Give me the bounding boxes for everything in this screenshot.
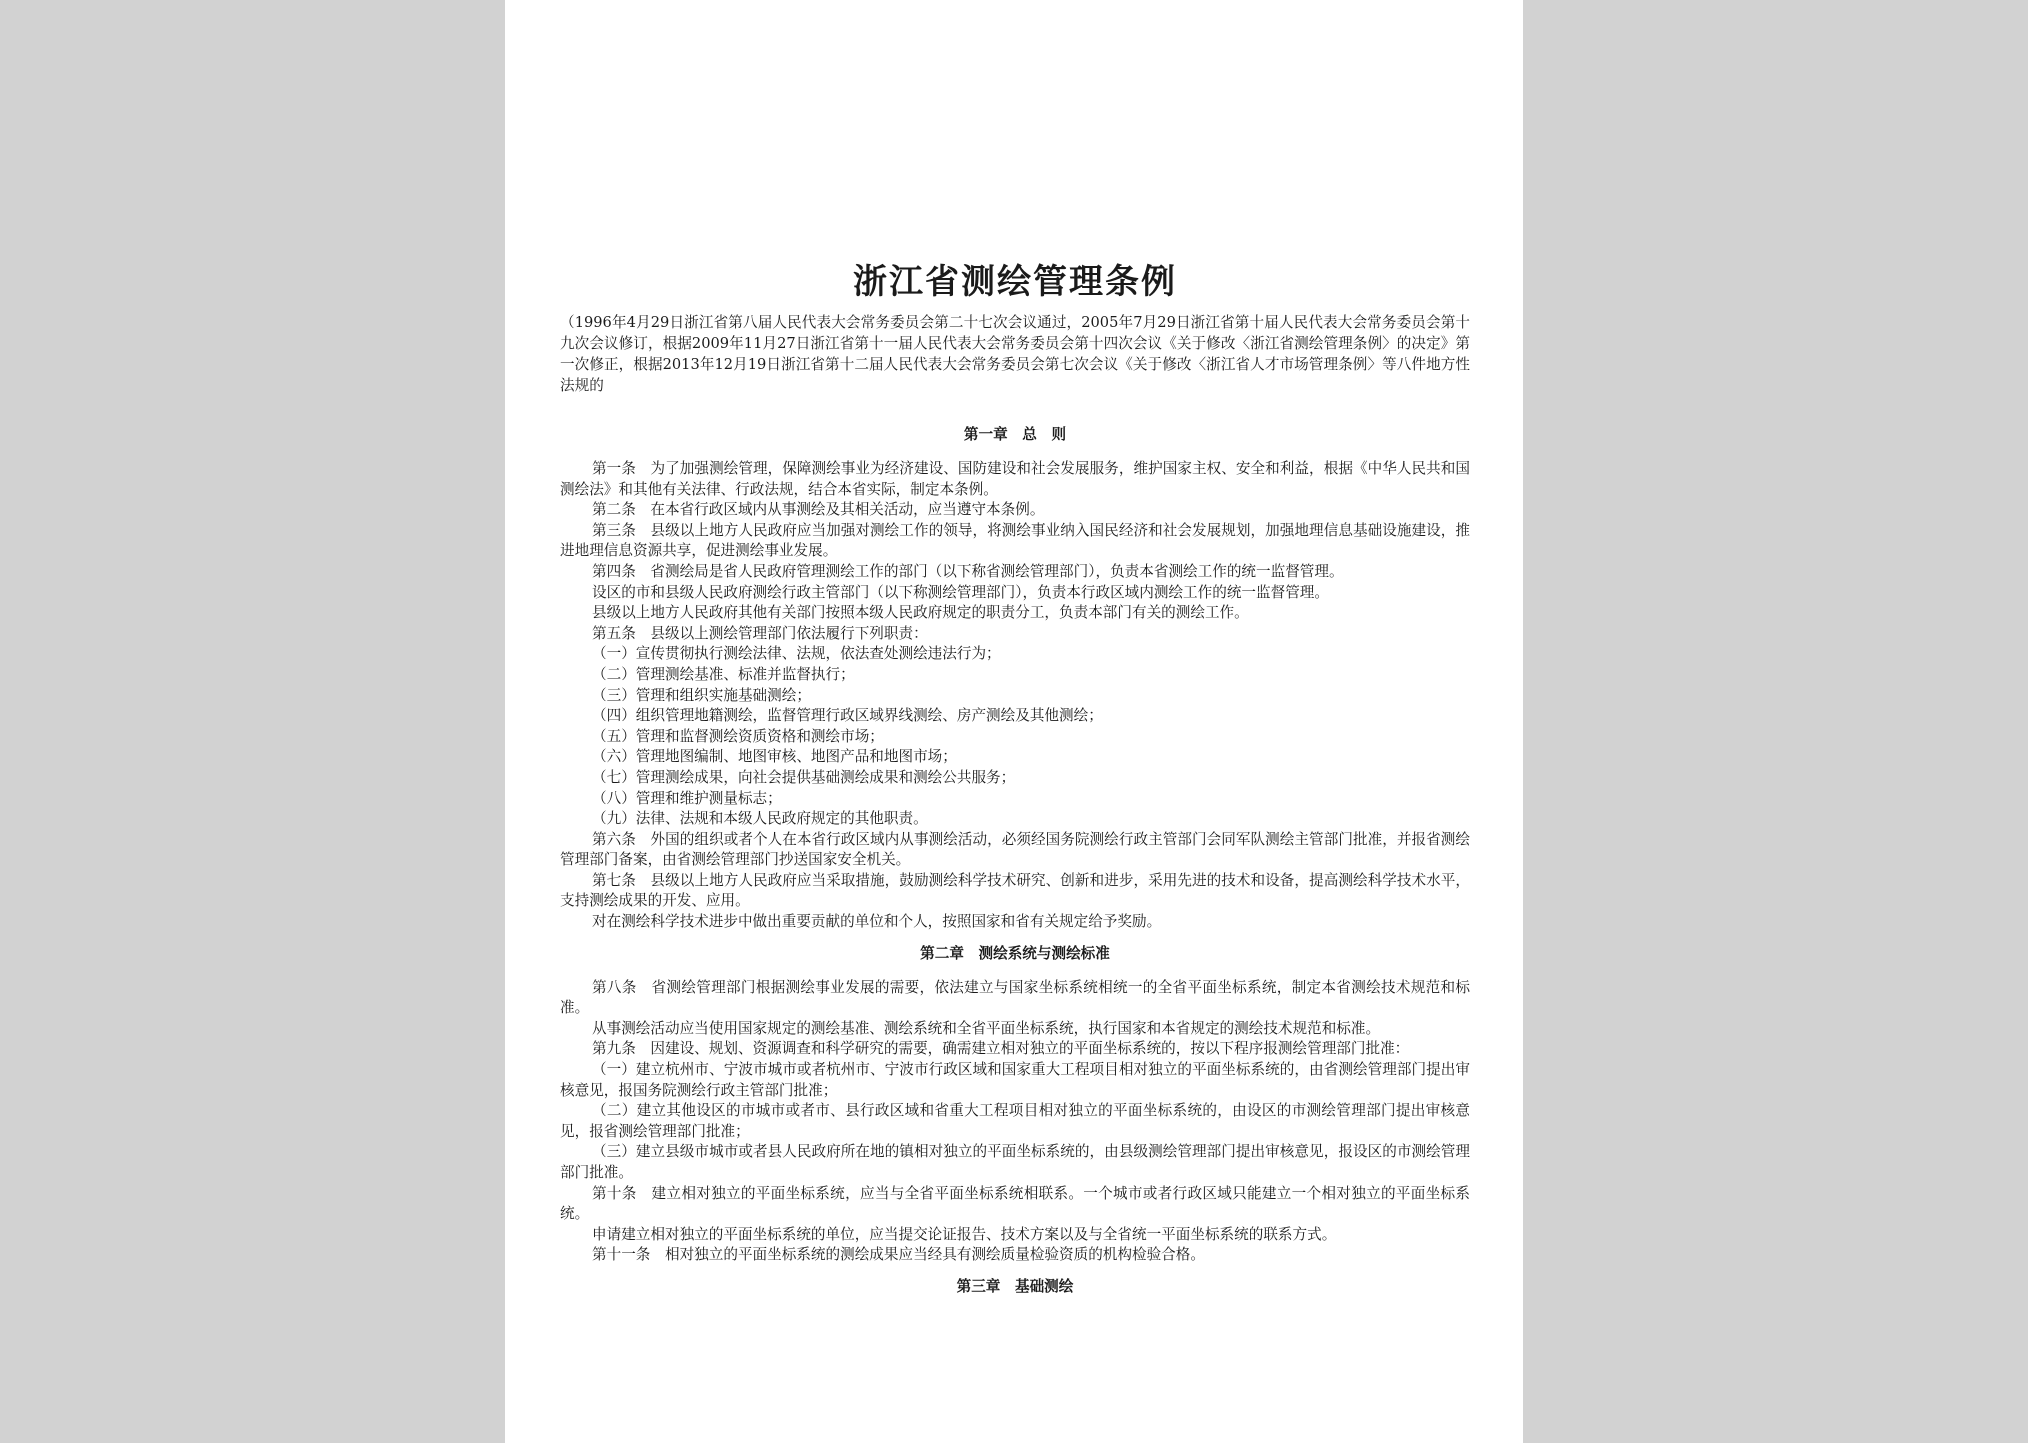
article-paragraph: （二）管理测绘基准、标准并监督执行； [592,665,855,683]
chapter-heading: 第二章 测绘系统与测绘标准 [920,944,1110,962]
article-paragraph: （九）法律、法规和本级人民政府规定的其他职责。 [592,810,928,828]
article-paragraph: 对在测绘科学技术进步中做出重要贡献的单位和个人，按照国家和省有关规定给予奖励。 [592,913,1162,931]
document-content [560,262,1470,1311]
chapter-heading: 第一章 总 则 [963,426,1067,443]
article-paragraph: 第七条 县级以上地方人民政府应当采取措施，鼓励测绘科学技术研究、创新和进步，采用先进的技术和设备，提高测绘科学技术水平，支持测绘成果的开发、应用。 [560,871,1470,910]
article-paragraph: 从事测绘活动应当使用国家规定的测绘基准、测绘系统和全省平面坐标系统，执行国家和本省规定的测绘技术规范和标准。 [592,1019,1381,1037]
article-paragraph: （七）管理测绘成果，向社会提供基础测绘成果和测绘公共服务； [592,768,1016,786]
article-paragraph: 第三条 县级以上地方人民政府应当加强对测绘工作的领导，将测绘事业纳入国民经济和社会发展规划，加强地理信息基础设施建设，推进地理信息资源共享，促进测绘事业发展。 [560,521,1470,560]
article-paragraph: （三）建立县级市城市或者县人民政府所在地的镇相对独立的平面坐标系统的，由县级测绘管理部门提出审核意见，报设区的市测绘管理部门批准。 [560,1143,1470,1181]
article-paragraph: 第五条 县级以上测绘管理部门依法履行下列职责： [592,624,928,642]
article-paragraph: 申请建立相对独立的平面坐标系统的单位，应当提交论证报告、技术方案以及与全省统一平面坐标系统的联系方式。 [592,1225,1337,1243]
article-paragraph: （一）建立杭州市、宁波市城市或者杭州市、宁波市行政区域和国家重大工程项目相对独立的平面坐标系统的，由省测绘管理部门提出审核意见，报国务院测绘行政主管部门批准； [560,1061,1470,1099]
article-paragraph: 第六条 外国的组织或者个人在本省行政区域内从事测绘活动，必须经国务院测绘行政主管部门会同军队测绘主管部门批准，并报省测绘管理部门备案，由省测绘管理部门抄送国家安全机关。 [560,830,1470,869]
article-paragraph: （五）管理和监督测绘资质资格和测绘市场； [592,727,884,745]
article-paragraph: 第九条 因建设、规划、资源调查和科学研究的需要，确需建立相对独立的平面坐标系统的，按以下程序报测绘管理部门批准： [592,1040,1410,1058]
document-title: 浙江省测绘管理条例 [853,262,1177,302]
article-paragraph: （六）管理地图编制、地图审核、地图产品和地图市场； [592,748,957,766]
article-paragraph: （三）管理和组织实施基础测绘； [592,686,811,704]
article-paragraph: 县级以上地方人民政府其他有关部门按照本级人民政府规定的职责分工，负责本部门有关的测绘工作。 [592,604,1249,622]
document-preamble: （1996年4月29日浙江省第八届人民代表大会常务委员会第二十七次会议通过，2005年7月29日浙江省第十届人民代表大会常务委员会第十九次会议修订，根据2009年11月27日浙江省第十一届人民代表大会常务委员会第十四次会议《关于修改〈浙江省测绘管理条例〉的决定》第一次修正，根据2013年12月19日浙江省第十二届人民代表大会常务委员会第七次会议《关于修改〈浙江省人才市场管理条例〉等八件地方性法规的 [560,314,1470,394]
document-page [505,0,1523,1443]
article-paragraph: 设区的市和县级人民政府测绘行政主管部门（以下称测绘管理部门），负责本行政区域内测绘工作的统一监督管理。 [592,583,1329,601]
chapter-heading: 第三章 基础测绘 [956,1277,1074,1295]
document-sections [560,424,1470,1297]
article-paragraph: 第十一条 相对独立的平面坐标系统的测绘成果应当经具有测绘质量检验资质的机构检验合格。 [592,1246,1205,1264]
article-paragraph: 第一条 为了加强测绘管理，保障测绘事业为经济建设、国防建设和社会发展服务，维护国家主权、安全和利益，根据《中华人民共和国测绘法》和其他有关法律、行政法规，结合本省实际，制定本条例。 [560,460,1470,498]
article-paragraph: 第四条 省测绘局是省人民政府管理测绘工作的部门（以下称省测绘管理部门），负责本省测绘工作的统一监督管理。 [592,562,1344,580]
article-paragraph: （一）宣传贯彻执行测绘法律、法规，依法查处测绘违法行为； [592,645,1001,663]
article-paragraph: 第十条 建立相对独立的平面坐标系统，应当与全省平面坐标系统相联系。一个城市或者行政区域只能建立一个相对独立的平面坐标系统。 [560,1184,1470,1223]
article-paragraph: （四）组织管理地籍测绘，监督管理行政区域界线测绘、房产测绘及其他测绘； [592,707,1103,725]
article-paragraph: 第二条 在本省行政区域内从事测绘及其相关活动，应当遵守本条例。 [592,501,1045,519]
article-paragraph: （二）建立其他设区的市城市或者市、县行政区域和省重大工程项目相对独立的平面坐标系统的，由设区的市测绘管理部门提出审核意见，报省测绘管理部门批准； [560,1102,1470,1140]
article-paragraph: 第八条 省测绘管理部门根据测绘事业发展的需要，依法建立与国家坐标系统相统一的全省平面坐标系统，制定本省测绘技术规范和标准。 [560,978,1470,1017]
article-paragraph: （八）管理和维护测量标志； [592,789,782,807]
